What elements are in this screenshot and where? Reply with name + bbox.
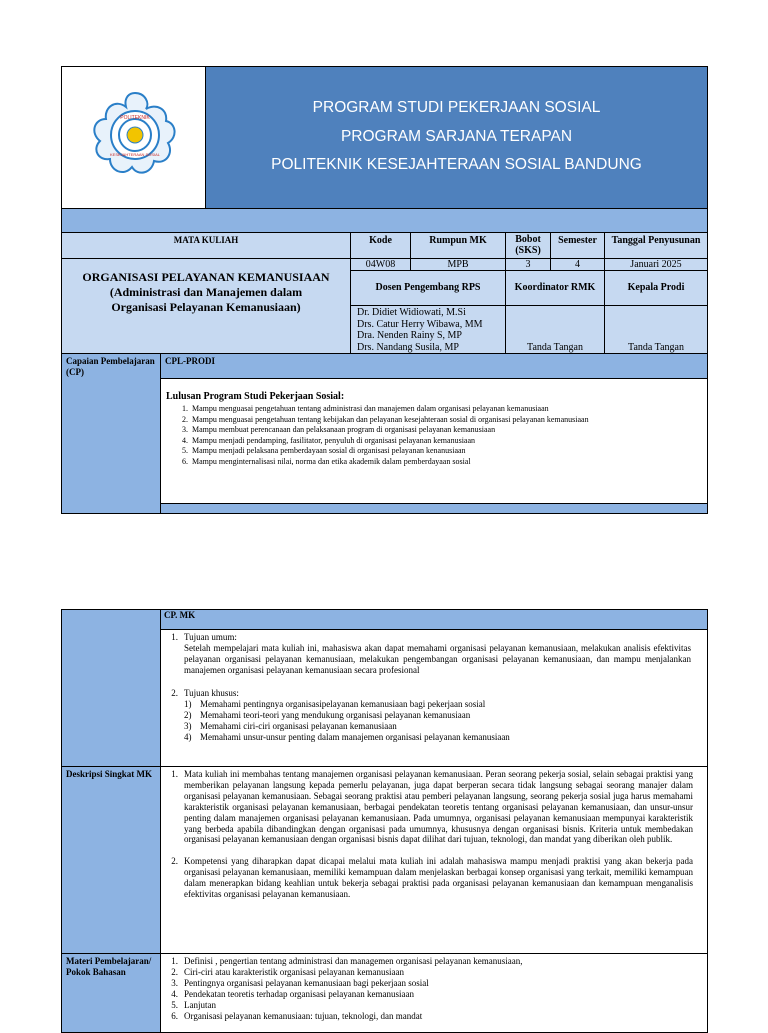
col-mata-kuliah: MATA KULIAH [61, 232, 351, 259]
header-line-3: POLITEKNIK KESEJAHTERAAN SOSIAL BANDUNG [271, 156, 642, 173]
tujuan-umum: 1. Tujuan umum: Setelah mempelajari mata kuliah ini, mahasiswa akan dapat memahami organisasi pelayanan kemanusiaan, melakukan analisis efektivitas pelayanan organisasi pelayanan kemanusiaan, melakukan pengembangan organisasi pelayanan kemanusiaan, dan mampu menjalankan manajemen organisasi pelayanan kemanusiaan secara profesional [171, 632, 691, 675]
header-line-2: PROGRAM SARJANA TERAPAN [340, 127, 573, 145]
course-name: ORGANISASI PELAYANAN KEMANUSIAAN [82, 270, 330, 284]
tujuan-khusus-title: Tujuan khusus: [184, 688, 239, 698]
col-semester: Semester [550, 232, 605, 259]
cpl-list [166, 404, 651, 467]
list-item: 2. Mampu menguasai pengetahuan tentang kebijakan dan pelayanan kesejahteraan sosial di organisasi pelayanan kemanusiaan [190, 415, 651, 426]
col-kode: Kode [350, 232, 411, 259]
deskripsi-label: Deskripsi Singkat MK [61, 766, 161, 954]
logo-bottom-text: KESEJAHTERAAN SOSIAL [109, 152, 161, 157]
bobot-value: 3 [505, 258, 551, 271]
col-bobot: Bobot (SKS) [505, 232, 551, 259]
col-rumpun: Rumpun MK [410, 232, 506, 259]
list-item: 5. Mampu menjadi pelaksana pemberdayaan sosial di organisasi pelayanan kenanusiaan [190, 446, 651, 457]
header-logo-cell [61, 66, 206, 209]
cpl-bottom-row [160, 503, 708, 514]
cpl-intro: Lulusan Program Studi Pekerjaan Sosial: [166, 391, 345, 402]
poltekesos-logo-icon [90, 89, 180, 179]
deskripsi-paragraph-1: 1. Mata kuliah ini membahas tentang manajemen organisasi pelayanan kemanusiaan. Peran seorang pekerja sosial, selain sebagai praktisi yang memberikan pelayanan langsung kepada pemerlu pelayanan, juga dapat berperan secara tidak langsung sebagai seorang manajer dalam organisasi pelayanan kemanusiaan. Sebagai seorang praktisi atau pemberi pelayanan langsung, seorang pekerja sosial juga harus memahami karakteristik organisasi pelayanan kemanusiaan, berbagai pendekatan teoretis tentang organisasi pelayanan kemanusiaan, dan unsur-unsur penting dalam manajemen organisasi pelayanan kemanusiaan. Pada umumnya, organisasi pelayanan kemanusiaan mempunyai karakteristik yang berbeda apabila dibandingkan dengan organisasi pada umumnya, khususnya dengan organisasi bisnis. Kriteria untuk membedakan organisasi pelayanan kemanusiaan dengan organisasi bisnis dapat dilihat dari tujuan, teknologi, dan mandat yang diberikan oleh publik. [171, 769, 693, 845]
cpmk-content [160, 629, 708, 767]
list-item: Memahami ciri-ciri organisasi pelayanan kemanusiaan [200, 721, 397, 731]
kode-value: 04W08 [350, 258, 411, 271]
list-item: 4. Mampu menjadi pendamping, fasilitator, penyuluh di organisasi pelayanan kemanusiaan [190, 436, 651, 447]
deskripsi-content [160, 766, 708, 954]
logo-top-text: POLITEKNIK [120, 115, 150, 121]
list-item: Memahami pentingnya organisasipelayanan kemanusiaan bagi pekerjaan sosial [200, 699, 486, 709]
semester-value: 4 [550, 258, 605, 271]
col-tanggal: Tanggal Penyusunan [604, 232, 708, 259]
course-subtitle-1: (Administrasi dan Manajemen dalam [109, 285, 303, 299]
cpl-prodi-label: CPL-PRODI [160, 353, 708, 379]
tujuan-umum-title: Tujuan umum: [184, 632, 237, 642]
cpmk-left-cell [61, 609, 161, 767]
cpmk-label: CP. MK [160, 609, 708, 630]
list-item: Lanjutan [184, 999, 216, 1010]
tujuan-umum-text: Setelah mempelajari mata kuliah ini, mahasiswa akan dapat memahami organisasi pelayanan kemanusiaan, melakukan analisis efektivitas pelayanan organisasi pelayanan kemanusiaan, melakukan pengembangan organisasi pelayanan kemanusiaan, dan mampu menjalankan manajemen organisasi pelayanan kemanusiaan secara profesional [184, 643, 691, 675]
col-dosen: Dosen Pengembang RPS [350, 270, 506, 306]
materi-label: Materi Pembelajaran/ Pokok Bahasan [61, 953, 161, 1033]
list-item: Pendekatan teoretis terhadap organisasi pelayanan kemanusiaan [184, 988, 414, 999]
course-subtitle-2: Organisasi Pelayanan Kemanusiaan) [111, 300, 301, 314]
koordinator-signature: Tanda Tangan [505, 305, 605, 354]
col-koordinator: Koordinator RMK [505, 270, 605, 306]
cpl-content [160, 378, 708, 504]
dosen-name: Dr. Didiet Widiowati, M.Si [357, 307, 466, 318]
kaprodi-signature: Tanda Tangan [604, 305, 708, 354]
list-item: Pentingnya organisasi pelayanan kemanusiaan bagi pekerjaan sosial [184, 977, 429, 988]
dosen-name: Drs. Catur Herry Wibawa, MM [357, 318, 483, 330]
tujuan-khusus: 2. Tujuan khusus: 1) Memahami pentingnya organisasipelayanan kemanusiaan bagi pekerjaan sosial 2) Memahami teori-teori yang mendukung organisasi pelayanan kemanusiaan 3) Memahami ciri-ciri organisasi pelayanan kemanusiaan 4) Memahami unsur-unsur penting dalam manajemen organisasi pelayanan kemanusiaan [164, 688, 691, 743]
deskripsi-paragraph-2: 2. Kompetensi yang diharapkan dapat dicapai melalui mata kuliah ini adalah mahasiswa mampu menjadi praktisi yang akan bekerja pada organisasi pelayanan kemanusiaan, memiliki kemampuan dalam menjelaskan berbagai konsep organisasi yang terkait, memiliki kemampuan dalam menerapkan bidang keahlian untuk bekerja sebagai praktisi pada organisasi pelayanan kemanusiaan dan kemampuan menganalisis efektivitas organisasi pelayanan kemanusiaan. [171, 856, 693, 900]
list-item: Memahami teori-teori yang mendukung organisasi pelayanan kemanusiaan [200, 710, 471, 720]
col-kaprodi: Kepala Prodi [604, 270, 708, 306]
dosen-list [350, 305, 506, 354]
header-line-1: PROGRAM STUDI PEKERJAAN SOSIAL [312, 99, 601, 116]
list-item: Definisi , pengertian tentang administrasi dan managemen organisasi pelayanan kemanusiaan, [184, 956, 523, 966]
spacer-row [61, 208, 708, 233]
list-item: 6. Mampu menginternalisasi nilai, norma dan etika akademik dalam pemberdayaan sosial [190, 457, 651, 468]
list-item: 3. Mampu membuat perencanaan dan pelaksanaan program di organisasi pelayanan kemanusiaan [190, 425, 651, 436]
rumpun-value: MPB [410, 258, 506, 271]
dosen-name: Drs. Nandang Susila, MP [357, 341, 459, 353]
list-item: 1. Mampu menguasai pengetahuan tentang administrasi dan manajemen dalam organisasi pelayanan kemanusiaan [190, 404, 651, 415]
course-name-cell [61, 258, 351, 354]
cp-label: Capaian Pembelajaran (CP) [61, 353, 161, 514]
dosen-name: Dra. Nenden Rainy S, MP [357, 330, 462, 341]
list-item: Ciri-ciri atau karakteristik organisasi pelayanan kemanusiaan [184, 966, 405, 977]
deskripsi-text: Kompetensi yang diharapkan dapat dicapai melalui mata kuliah ini adalah mahasiswa mampu menjadi praktisi yang akan bekerja pada organisasi pelayanan kemanusiaan, memiliki kemampuan dalam menjelaskan berbagai konsep organisasi yang terkait, memiliki kemampuan dalam menerapkan bidang keahlian untuk bekerja sebagai praktisi pada organisasi pelayanan kemanusiaan dan kemampuan menganalisis efektivitas organisasi pelayanan kemanusiaan. [184, 856, 693, 900]
list-item: Memahami unsur-unsur penting dalam manajemen organisasi pelayanan kemanusiaan [200, 732, 510, 742]
materi-content: 1. Definisi , pengertian tentang administrasi dan managemen organisasi pelayanan kemanusiaan, 2. Ciri-ciri atau karakteristik organisasi pelayanan kemanusiaan 3. Pentingnya organisasi pelayanan kemanusiaan bagi pekerjaan sosial 4. Pendekatan teoretis terhadap organisasi pelayanan kemanusiaan 5. Lanjutan 6. Organisasi pelayanan kemanusiaan: tujuan, teknologi, dan mandat [160, 953, 708, 1033]
header-title-cell [205, 66, 708, 209]
tanggal-value: Januari 2025 [604, 258, 708, 271]
list-item: Organisasi pelayanan kemanusiaan: tujuan, teknologi, dan mandat [184, 1010, 423, 1021]
deskripsi-text: Mata kuliah ini membahas tentang manajemen organisasi pelayanan kemanusiaan. Peran seorang pekerja sosial, selain sebagai praktisi yang memberikan pelayanan langsung kepada pemerlu pelayanan, juga dapat berperan secara tidak langsung sebagai seorang manajer dalam organisasi pelayanan kemanusiaan. Sebagai seorang praktisi atau pemberi pelayanan langsung, seorang pekerja sosial juga harus memahami karakteristik organisasi pelayanan kemanusiaan, berbagai pendekatan teoretis tentang organisasi pelayanan kemanusiaan, dan unsur-unsur penting dalam manajemen organisasi pelayanan kemanusiaan. Pada umumnya, organisasi pelayanan kemanusiaan mempunyai karakteristik yang berbeda apabila dibandingkan dengan organisasi pada umumnya, khususnya dengan organisasi bisnis. Kriteria untuk membedakan organisasi pelayanan kemanusiaan dengan organisasi bisnis dapat dilihat dari tujuan, teknologi, dan mandat yang diberikan oleh publik. [184, 769, 693, 845]
